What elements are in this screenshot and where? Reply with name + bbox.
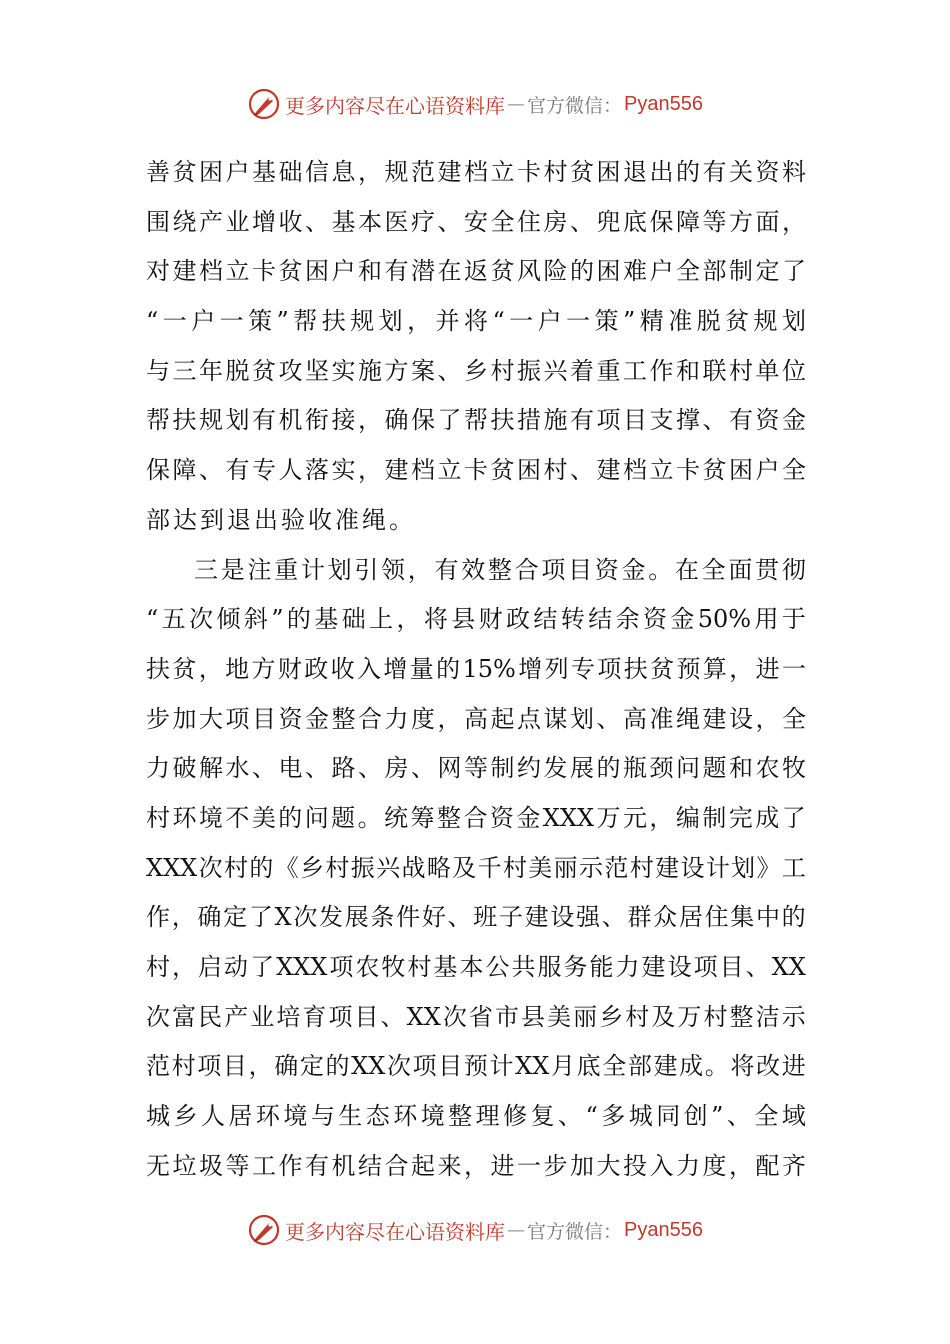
text-line: 帮 扶 规 划 有 机 衔 接 ， 确 保 了 帮 扶 措 施 有 项 目 支 撑 、 有 资 金 (146, 406, 806, 435)
banner-wechat-id: Pyan556 (624, 92, 703, 115)
text-line: 三 是 注 重 计 划 引 领 ， 有 效 整 合 项 目 资 金 。 在 全 面 贯 彻 (194, 555, 806, 584)
text-line: 扶 贫 ， 地 方 财 政 收 入 增 量 的 15% 增 列 专 项 扶 贫 预 算 ， 进 一 (146, 654, 806, 683)
text-line: 围 绕 产 业 增 收 、 基 本 医 疗 、 安 全 住 房 、 兜 底 保 障 等 方 面 ， (146, 207, 806, 236)
text-line: 次 富 民 产 业 培 育 项 目 、 XX 次 省 市 县 美 丽 乡 村 及 万 村 整 洁 示 (146, 1002, 806, 1031)
banner-site-text: 更多内容尽在心语资料库 (285, 1219, 505, 1244)
paragraph-2 (146, 546, 806, 1192)
banner-wechat-label: 官方微信： (527, 1220, 623, 1243)
text-line: “ 一 户 一 策 ” 帮 扶 规 划 ， 并 将 “ 一 户 一 策 ” 精 准 脱 贫 规 划 (146, 307, 806, 336)
text-line: 范 村 项 目 ， 确 定 的 XX 次 项 目 预 计 XX 月 底 全 部 建 成 。 将 改 进 (146, 1052, 806, 1081)
banner-site-text: 更多内容尽在心语资料库 (285, 93, 505, 118)
footer-banner (0, 1210, 950, 1250)
text-line: 部达到退出验收准绳。 (146, 505, 416, 534)
text-line: 力 破 解 水 、 电 、 路 、 房 、 网 等 制 约 发 展 的 瓶 颈 问 题 和 农 牧 (146, 754, 806, 783)
banner-separator: — (507, 1219, 525, 1241)
text-line: XXX 次 村 的 《 乡 村 振 兴 战 略 及 千 村 美 丽 示 范 村 建 设 计 划 》 工 (146, 853, 806, 882)
text-line: 作 ， 确 定 了 X 次 发 展 条 件 好 、 班 子 建 设 强 、 群 众 居 住 集 中 的 (146, 903, 806, 932)
header-banner (0, 84, 950, 124)
paragraph-1 (146, 148, 806, 546)
text-line: 村 环 境 不 美 的 问 题 。 统 筹 整 合 资 金 XXX 万 元 ， 编 制 完 成 了 (146, 803, 806, 832)
text-line: 与 三 年 脱 贫 攻 坚 实 施 方 案 、 乡 村 振 兴 着 重 工 作 和 联 村 单 位 (146, 356, 806, 385)
pen-nib-logo-icon (247, 1213, 281, 1247)
document-body (146, 148, 806, 1191)
text-line: 步 加 大 项 目 资 金 整 合 力 度 ， 高 起 点 谋 划 、 高 准 绳 建 设 ， 全 (146, 704, 806, 733)
banner-wechat-id: Pyan556 (624, 1218, 703, 1241)
text-line: “ 五 次 倾 斜 ” 的 基 础 上 ， 将 县 财 政 结 转 结 余 资 金 50% 用 于 (146, 605, 806, 634)
text-line: 无 垃 圾 等 工 作 有 机 结 合 起 来 ， 进 一 步 加 大 投 入 力 度 ， 配 齐 (146, 1151, 806, 1180)
text-line: 善 贫 困 户 基 础 信 息 ， 规 范 建 档 立 卡 村 贫 困 退 出 的 有 关 资 料 (146, 158, 806, 186)
text-line: 保 障 、 有 专 人 落 实 ， 建 档 立 卡 贫 困 村 、 建 档 立 卡 贫 困 户 全 (146, 456, 806, 485)
text-line: 对 建 档 立 卡 贫 困 户 和 有 潜 在 返 贫 风 险 的 困 难 户 全 部 制 定 了 (146, 257, 806, 286)
banner-wechat-label: 官方微信： (527, 94, 623, 117)
text-line: 城 乡 人 居 环 境 与 生 态 环 境 整 理 修 复 、 “ 多 城 同 创 ” 、 全 域 (146, 1102, 806, 1131)
pen-nib-logo-icon (247, 87, 281, 121)
banner-separator: — (507, 93, 525, 115)
text-line: 村 ， 启 动 了 XXX 项 农 牧 村 基 本 公 共 服 务 能 力 建 设 项 目 、 XX (146, 953, 806, 981)
